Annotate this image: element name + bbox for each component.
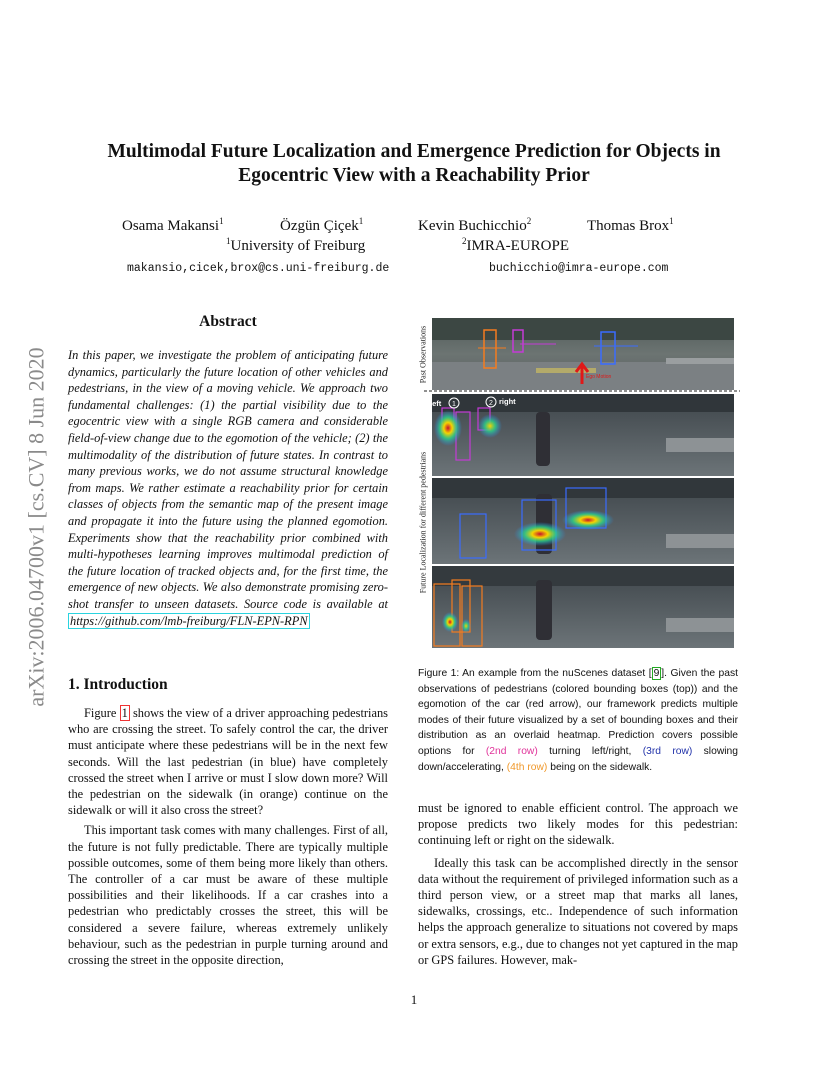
future-row-2 (432, 394, 734, 476)
author-4: Thomas Brox$^1$ (587, 216, 674, 234)
arxiv-stamp (22, 297, 52, 757)
abstract-heading: Abstract (199, 313, 257, 330)
figure-1-ref-link[interactable]: 1 (121, 706, 128, 720)
title-line-2: Egocentric View with a Reachability Prior (238, 165, 590, 186)
author-2: Özgün Çiçek$^1$ (280, 216, 364, 234)
email-2: buchicchio@imra-europe.com (489, 262, 669, 275)
caption-row-2: (2nd row) (485, 745, 538, 757)
intro-paragraph-2: This important task comes with many challenges. First of all, the future is not fully predictable. There are typically multiple possible outcomes, some of them being more likely than others. The controller of a car must be aware of these multiple possibilities and their likelihoods. If a car crashes into a pedestrian who predictably crosses the street, this will be considered a severe failure, whereas extremely unlikely behaviour, such as the pedestrian in purple turning around and crossing the street in the opposite direction, (68, 823, 388, 968)
arxiv-id: arXiv:2006.04700v1 [cs.CV] 8 Jun 2020 (24, 347, 49, 707)
abstract-body (68, 347, 388, 629)
figure-1 (416, 318, 742, 648)
right-paragraph-1: must be ignored to enable efficient control. The approach we propose predicts two likely modes for this pedestrian: continuing left or right on the sidewalk. (418, 801, 738, 848)
mode-left-number: 1 (452, 401, 456, 408)
figure-1-image (416, 318, 742, 648)
author-1: Osama Makansi$^1$ (122, 216, 224, 234)
author-3: Kevin Buchicchio$^2$ (418, 216, 532, 234)
section-heading-introduction: 1. Introduction (68, 676, 168, 693)
page-number: 1 (410, 992, 418, 1007)
affiliation-2: $^2$IMRA-EUROPE (462, 236, 570, 254)
mode-right-number: 2 (489, 400, 493, 407)
figure-label-future: Future Localization for different pedestrians (418, 451, 428, 593)
future-row-3 (432, 478, 734, 564)
right-paragraph-2: Ideally this task can be accomplished directly in the sensor data without the requirement of privileged information such as a third person view, or a street map that marks all lanes, sidewalks, crossings, etc.. Independence of such information helps the approach generalize to situations not covered by maps or extra sensors, e.g., due to changes not yet captured in the map or GPS failures. However, mak- (418, 855, 738, 967)
ego-motion-label: Ego Motion (586, 374, 612, 380)
mode-left-label: left (430, 399, 442, 408)
source-code-link[interactable]: https://github.com/lmb-freiburg/FLN-EPN-RPN (70, 613, 308, 628)
affiliation-1: $^1$University of Freiburg (226, 236, 366, 254)
mode-right-label: right (499, 397, 516, 406)
citation-9-link[interactable]: 9 (653, 668, 660, 679)
title-line-1: Multimodal Future Localization and Emergence Prediction for Objects in (107, 141, 721, 162)
right-column-body (418, 800, 738, 974)
figure-label-past: Past Observations (418, 325, 428, 383)
caption-row-4: (4th row) (506, 761, 548, 773)
abstract-text: In this paper, we investigate the problem of anticipating future dynamics, particularly the future location of other vehicles and pedestrians, in the view of a moving vehicle. We approach two fundamental challenges: (1) the partial visibility due to the egocentric view with a single RGB camera and considerable field-of-view change due to the egomotion of the vehicle; (2) the multimodality of the distribution of future states. In contrast to many previous works, we do not assume structural knowledge from maps. We rather estimate a reachability prior for certain classes of objects from the semantic map of the present image and propagate it into the future using the planned egomotion. Experiments show that the reachability prior combined with multi-hypotheses learning improves multimodal prediction of the future location of tracked objects and, for the first time, the emergence of new objects. We also demonstrate promising zero-shot transfer to unseen datasets. Source code is available at (68, 348, 388, 611)
email-1: makansio,cicek,brox@cs.uni-freiburg.de (127, 262, 390, 275)
caption-row-3: (3rd row) (642, 745, 693, 757)
intro-body (68, 705, 388, 972)
intro-paragraph-1: Figure 1 shows the view of a driver approaching pedestrians who are crossing the street. To safely control the car, the driver must anticipate where these pedestrians will be in the next few seconds. Will the last pedestrian (in blue) have completely crossed the street when I arrive or must I slow down more? Will the pedestrian on the sidewalk (in orange) continue on the sidewalk or will it also cross the street? (68, 706, 388, 818)
paper-title (60, 140, 768, 188)
figure-1-caption: Figure 1: An example from the nuScenes dataset [ 9 ]. Given the past observations of pedestrians (colored bounding boxes (top)) and the egomotion of the car (red arrow), our framework predicts multiple modes of their future visualized by a set of bounding boxes and their distribution as an overlaid heatmap. Prediction covers possible options for (2nd row) turning left/right, (3rd row) slowing down/accelerating, (4th row) being on the sidewalk. (418, 668, 739, 773)
past-observation-frame (432, 318, 734, 390)
future-row-4 (432, 566, 734, 648)
